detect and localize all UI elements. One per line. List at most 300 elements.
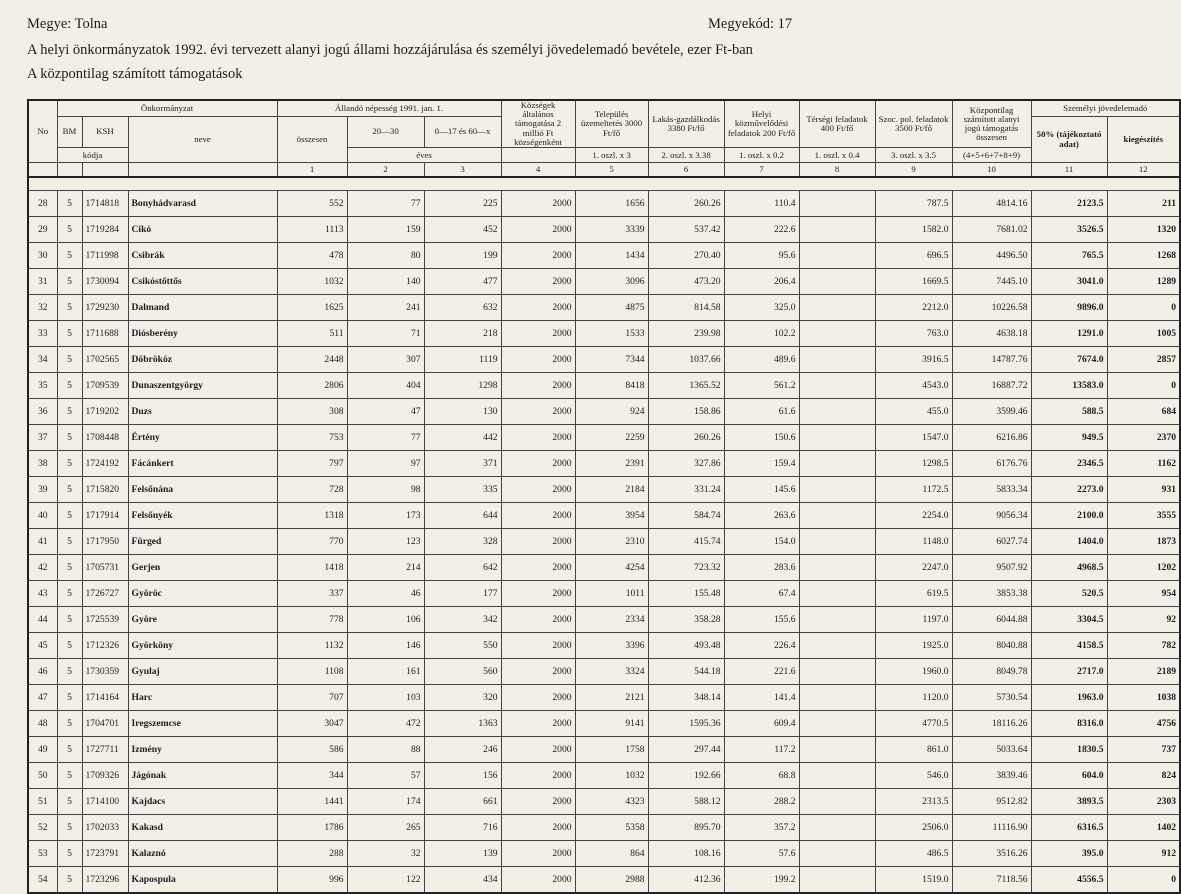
col-age-20-30: 20—30 [347,117,424,148]
row-lakas: 155.48 [648,581,724,607]
row-lakas: 260.26 [648,425,724,451]
row-kozmuvelodesi: 325.0 [724,295,799,321]
row-ksh: 1708448 [82,425,128,451]
row-kozpontilag: 5730.54 [952,685,1031,711]
row-kozpontilag: 6027.74 [952,529,1031,555]
row-age-20-30: 47 [347,399,424,425]
row-ksh: 1719202 [82,399,128,425]
table-row [28,685,1180,711]
table-row [28,737,1180,763]
col-eves: éves [347,148,501,163]
row-szja-50: 2123.5 [1031,191,1107,217]
row-kiegeszites: 684 [1107,399,1180,425]
row-lakas: 1365.52 [648,373,724,399]
row-kiegeszites: 1402 [1107,815,1180,841]
row-szja-50: 2273.0 [1031,477,1107,503]
row-kozmuvelodesi: 288.2 [724,789,799,815]
row-no: 39 [28,477,57,503]
row-lakas: 358.28 [648,607,724,633]
row-szja-50: 2100.0 [1031,503,1107,529]
row-tersegi [799,555,875,581]
table-row [28,789,1180,815]
table-row [28,321,1180,347]
row-age-20-30: 307 [347,347,424,373]
row-no: 40 [28,503,57,529]
row-kozmuvelodesi: 102.2 [724,321,799,347]
row-kiegeszites: 931 [1107,477,1180,503]
row-bm: 5 [57,815,82,841]
row-telepules: 3339 [575,217,648,243]
row-tersegi [799,503,875,529]
row-age-0-17: 477 [424,269,501,295]
col-osszesen: összesen [277,117,347,163]
row-kozmuvelodesi: 67.4 [724,581,799,607]
row-no: 50 [28,763,57,789]
row-age-20-30: 97 [347,451,424,477]
page-title: A helyi önkormányzatok 1992. évi tervezett alanyi jogú állami hozzájárulása és személyi jövedelemadó bevétele, ezer Ft-ban [27,42,753,58]
row-kozmuvelodesi: 357.2 [724,815,799,841]
row-name: Csibrák [128,243,277,269]
row-kozsegek: 2000 [501,295,575,321]
row-osszesen: 1441 [277,789,347,815]
row-age-20-30: 161 [347,659,424,685]
col-szja: Személyi jövedelemadó [1031,100,1180,117]
row-kozsegek: 2000 [501,451,575,477]
row-lakas: 158.86 [648,399,724,425]
county-code-label: Megyekód: 17 [708,16,793,32]
row-age-20-30: 57 [347,763,424,789]
row-szja-50: 3526.5 [1031,217,1107,243]
col-kozmuvelodesi-sub: 1. oszl. x 0.2 [724,148,799,163]
row-ksh: 1717914 [82,503,128,529]
row-kozsegek: 2000 [501,373,575,399]
row-kiegeszites: 3555 [1107,503,1180,529]
row-ksh: 1719284 [82,217,128,243]
table-row [28,841,1180,867]
row-kiegeszites: 954 [1107,581,1180,607]
row-name: Gyulaj [128,659,277,685]
row-age-0-17: 1363 [424,711,501,737]
row-kozsegek: 2000 [501,269,575,295]
row-no: 47 [28,685,57,711]
row-telepules: 2310 [575,529,648,555]
row-osszesen: 2448 [277,347,347,373]
row-age-0-17: 560 [424,659,501,685]
row-kozmuvelodesi: 117.2 [724,737,799,763]
row-telepules: 3954 [575,503,648,529]
row-szoc: 455.0 [875,399,952,425]
row-kiegeszites: 1162 [1107,451,1180,477]
row-szoc: 2254.0 [875,503,952,529]
row-tersegi [799,815,875,841]
row-kozpontilag: 4496.50 [952,243,1031,269]
table-row [28,581,1180,607]
row-ksh: 1711688 [82,321,128,347]
row-lakas: 723.32 [648,555,724,581]
row-no: 32 [28,295,57,321]
row-ksh: 1723791 [82,841,128,867]
page-subtitle: A központilag számított támogatások [27,66,243,82]
row-no: 43 [28,581,57,607]
row-telepules: 2121 [575,685,648,711]
row-age-20-30: 106 [347,607,424,633]
col-szja-50: 50% (tájékoztató adat) [1031,117,1107,163]
table-row [28,347,1180,373]
row-szoc: 546.0 [875,763,952,789]
row-ksh: 1729230 [82,295,128,321]
row-ksh: 1714164 [82,685,128,711]
row-osszesen: 552 [277,191,347,217]
row-ksh: 1714818 [82,191,128,217]
row-tersegi [799,763,875,789]
row-ksh: 1723296 [82,867,128,894]
row-bm: 5 [57,581,82,607]
row-bm: 5 [57,763,82,789]
row-szoc: 861.0 [875,737,952,763]
row-kiegeszites: 824 [1107,763,1180,789]
row-no: 54 [28,867,57,894]
row-szoc: 486.5 [875,841,952,867]
row-bm: 5 [57,477,82,503]
row-lakas: 584.74 [648,503,724,529]
row-telepules: 1533 [575,321,648,347]
row-age-0-17: 335 [424,477,501,503]
row-tersegi [799,217,875,243]
row-lakas: 544.18 [648,659,724,685]
row-name: Györöc [128,581,277,607]
table-row [28,295,1180,321]
row-age-0-17: 218 [424,321,501,347]
row-telepules: 1434 [575,243,648,269]
row-kozmuvelodesi: 159.4 [724,451,799,477]
row-name: Fürged [128,529,277,555]
row-tersegi [799,477,875,503]
row-kozpontilag: 3839.46 [952,763,1031,789]
row-lakas: 192.66 [648,763,724,789]
row-szoc: 4543.0 [875,373,952,399]
row-bm: 5 [57,269,82,295]
row-name: Iregszemcse [128,711,277,737]
row-lakas: 270.40 [648,243,724,269]
row-szja-50: 3893.5 [1031,789,1107,815]
row-osszesen: 797 [277,451,347,477]
row-age-0-17: 225 [424,191,501,217]
row-no: 44 [28,607,57,633]
row-age-20-30: 88 [347,737,424,763]
row-osszesen: 288 [277,841,347,867]
row-ksh: 1711998 [82,243,128,269]
row-osszesen: 996 [277,867,347,894]
row-osszesen: 1032 [277,269,347,295]
col-number-1: 1 [277,163,347,178]
row-szoc: 696.5 [875,243,952,269]
row-kozpontilag: 8040.88 [952,633,1031,659]
row-szoc: 1148.0 [875,529,952,555]
col-kozpontilag-sub: (4+5+6+7+8+9) [952,148,1031,163]
row-age-0-17: 320 [424,685,501,711]
row-osszesen: 1132 [277,633,347,659]
row-bm: 5 [57,295,82,321]
row-telepules: 4875 [575,295,648,321]
row-szoc: 1120.0 [875,685,952,711]
col-szoc: Szoc. pol. feladatok 3500 Ft/fő [875,100,952,148]
row-kozpontilag: 7445.10 [952,269,1031,295]
row-kozpontilag: 3516.26 [952,841,1031,867]
row-age-20-30: 77 [347,425,424,451]
row-no: 49 [28,737,57,763]
row-telepules: 2391 [575,451,648,477]
row-lakas: 108.16 [648,841,724,867]
row-lakas: 1595.36 [648,711,724,737]
row-telepules: 1656 [575,191,648,217]
row-ksh: 1715820 [82,477,128,503]
row-kozsegek: 2000 [501,243,575,269]
row-name: Dunaszentgyörgy [128,373,277,399]
row-ksh: 1709539 [82,373,128,399]
row-kozmuvelodesi: 110.4 [724,191,799,217]
row-no: 35 [28,373,57,399]
row-kozmuvelodesi: 221.6 [724,659,799,685]
row-szja-50: 4968.5 [1031,555,1107,581]
row-age-0-17: 442 [424,425,501,451]
row-szoc: 2313.5 [875,789,952,815]
row-osszesen: 778 [277,607,347,633]
row-telepules: 8418 [575,373,648,399]
row-age-0-17: 434 [424,867,501,894]
row-age-0-17: 550 [424,633,501,659]
row-osszesen: 337 [277,581,347,607]
row-osszesen: 478 [277,243,347,269]
row-osszesen: 707 [277,685,347,711]
row-szoc: 2247.0 [875,555,952,581]
row-szja-50: 6316.5 [1031,815,1107,841]
row-lakas: 348.14 [648,685,724,711]
row-tersegi [799,425,875,451]
row-bm: 5 [57,503,82,529]
row-age-20-30: 98 [347,477,424,503]
row-kozsegek: 2000 [501,711,575,737]
col-bm: BM [57,117,82,148]
table-row [28,373,1180,399]
row-kiegeszites: 737 [1107,737,1180,763]
row-kozmuvelodesi: 95.6 [724,243,799,269]
row-szja-50: 13583.0 [1031,373,1107,399]
row-szoc: 1582.0 [875,217,952,243]
row-osszesen: 1113 [277,217,347,243]
row-bm: 5 [57,529,82,555]
row-name: Bonyhádvarasd [128,191,277,217]
table-row [28,477,1180,503]
row-kozmuvelodesi: 150.6 [724,425,799,451]
row-no: 46 [28,659,57,685]
row-telepules: 7344 [575,347,648,373]
row-kiegeszites: 912 [1107,841,1180,867]
row-bm: 5 [57,685,82,711]
table-row [28,425,1180,451]
row-kozmuvelodesi: 68.8 [724,763,799,789]
row-szoc: 619.5 [875,581,952,607]
row-name: Cikó [128,217,277,243]
row-ksh: 1709326 [82,763,128,789]
table-row [28,217,1180,243]
row-bm: 5 [57,321,82,347]
row-tersegi [799,737,875,763]
table-row [28,815,1180,841]
col-number-9: 9 [875,163,952,178]
col-lakas-sub: 2. oszl. x 3.38 [648,148,724,163]
col-lakas: Lakás-gazdálkodás 3380 Ft/fő [648,100,724,148]
row-bm: 5 [57,451,82,477]
row-no: 31 [28,269,57,295]
row-szja-50: 3304.5 [1031,607,1107,633]
row-osszesen: 586 [277,737,347,763]
row-age-20-30: 146 [347,633,424,659]
row-ksh: 1712326 [82,633,128,659]
row-kiegeszites: 2370 [1107,425,1180,451]
table-row [28,633,1180,659]
row-no: 45 [28,633,57,659]
row-no: 37 [28,425,57,451]
row-name: Felsőnyék [128,503,277,529]
row-szoc: 1519.0 [875,867,952,894]
row-kozsegek: 2000 [501,763,575,789]
row-kozmuvelodesi: 145.6 [724,477,799,503]
row-ksh: 1705731 [82,555,128,581]
row-no: 34 [28,347,57,373]
row-age-0-17: 328 [424,529,501,555]
col-kozsegek: Községek általános támogatása 2 millió Ft községenként [501,100,575,148]
row-lakas: 473.20 [648,269,724,295]
row-name: Döbrököz [128,347,277,373]
row-tersegi [799,295,875,321]
row-tersegi [799,321,875,347]
row-kozsegek: 2000 [501,659,575,685]
row-kozsegek: 2000 [501,815,575,841]
row-age-20-30: 174 [347,789,424,815]
row-szoc: 1669.5 [875,269,952,295]
row-telepules: 2334 [575,607,648,633]
row-kiegeszites: 211 [1107,191,1180,217]
table-row [28,607,1180,633]
row-kozsegek: 2000 [501,867,575,894]
col-szoc-sub: 3. oszl. x 3.5 [875,148,952,163]
row-tersegi [799,243,875,269]
row-telepules: 1011 [575,581,648,607]
table-row [28,269,1180,295]
row-lakas: 412.36 [648,867,724,894]
row-bm: 5 [57,425,82,451]
row-kozmuvelodesi: 206.4 [724,269,799,295]
col-age-0-17: 0—17 és 60—x [424,117,501,148]
county-label: Megye: Tolna [27,16,108,32]
col-number-12: 12 [1107,163,1180,178]
row-kozsegek: 2000 [501,399,575,425]
row-kiegeszites: 92 [1107,607,1180,633]
row-bm: 5 [57,737,82,763]
row-szja-50: 4158.5 [1031,633,1107,659]
row-kiegeszites: 0 [1107,867,1180,894]
row-lakas: 537.42 [648,217,724,243]
row-no: 48 [28,711,57,737]
row-kozsegek: 2000 [501,477,575,503]
row-age-20-30: 32 [347,841,424,867]
row-name: Jágónak [128,763,277,789]
row-bm: 5 [57,191,82,217]
col-number-2: 2 [347,163,424,178]
row-kozpontilag: 6044.88 [952,607,1031,633]
row-szoc: 1960.0 [875,659,952,685]
row-szoc: 1547.0 [875,425,952,451]
row-no: 52 [28,815,57,841]
table-row [28,191,1180,217]
row-osszesen: 3047 [277,711,347,737]
row-age-20-30: 472 [347,711,424,737]
row-kozpontilag: 6216.86 [952,425,1031,451]
row-kozsegek: 2000 [501,789,575,815]
row-age-0-17: 632 [424,295,501,321]
row-age-20-30: 140 [347,269,424,295]
row-kozsegek: 2000 [501,217,575,243]
col-number-5: 5 [575,163,648,178]
row-kozpontilag: 5033.64 [952,737,1031,763]
row-osszesen: 511 [277,321,347,347]
row-szja-50: 588.5 [1031,399,1107,425]
row-age-20-30: 265 [347,815,424,841]
table-header [28,100,1180,177]
table-row [28,763,1180,789]
row-no: 30 [28,243,57,269]
row-bm: 5 [57,633,82,659]
row-lakas: 814.58 [648,295,724,321]
row-age-0-17: 1298 [424,373,501,399]
row-szja-50: 7674.0 [1031,347,1107,373]
row-age-0-17: 644 [424,503,501,529]
col-number-7: 7 [724,163,799,178]
row-lakas: 895.70 [648,815,724,841]
row-kozpontilag: 11116.90 [952,815,1031,841]
row-osszesen: 770 [277,529,347,555]
row-kozmuvelodesi: 199.2 [724,867,799,894]
row-name: Értény [128,425,277,451]
row-kozsegek: 2000 [501,529,575,555]
row-bm: 5 [57,399,82,425]
row-szja-50: 1404.0 [1031,529,1107,555]
row-kozsegek: 2000 [501,633,575,659]
row-kozmuvelodesi: 561.2 [724,373,799,399]
row-kozpontilag: 9507.92 [952,555,1031,581]
row-kozpontilag: 6176.76 [952,451,1031,477]
table-row [28,867,1180,894]
row-szja-50: 9896.0 [1031,295,1107,321]
row-szoc: 763.0 [875,321,952,347]
row-age-20-30: 77 [347,191,424,217]
row-bm: 5 [57,555,82,581]
table-row [28,659,1180,685]
row-ksh: 1717950 [82,529,128,555]
row-age-0-17: 156 [424,763,501,789]
row-kozmuvelodesi: 609.4 [724,711,799,737]
row-bm: 5 [57,607,82,633]
row-kozmuvelodesi: 222.6 [724,217,799,243]
row-osszesen: 1108 [277,659,347,685]
row-szoc: 787.5 [875,191,952,217]
row-kiegeszites: 2857 [1107,347,1180,373]
row-no: 38 [28,451,57,477]
row-telepules: 3396 [575,633,648,659]
row-szja-50: 1291.0 [1031,321,1107,347]
row-telepules: 4323 [575,789,648,815]
col-onkormanyzat: Önkormányzat [57,100,277,117]
